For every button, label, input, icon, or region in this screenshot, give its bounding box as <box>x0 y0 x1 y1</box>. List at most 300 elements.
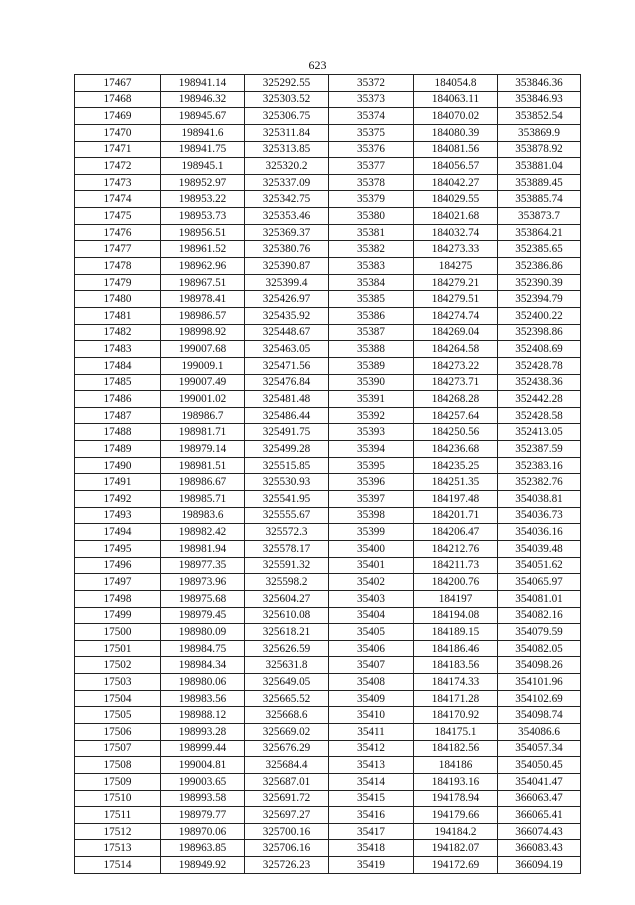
cell-x-coordinate-left: 199007.68 <box>161 341 245 358</box>
cell-y-coordinate-right: 353878.92 <box>498 141 581 158</box>
cell-point-id-right: 35404 <box>329 607 414 624</box>
table-row <box>75 674 581 691</box>
cell-point-id-right: 35399 <box>329 524 414 541</box>
cell-y-coordinate-left: 325353.46 <box>245 208 329 225</box>
cell-x-coordinate-left: 198941.6 <box>161 124 245 141</box>
cell-x-coordinate-left: 198979.77 <box>161 807 245 824</box>
cell-point-id-right: 35377 <box>329 158 414 175</box>
table-row <box>75 291 581 308</box>
cell-point-id-left: 17494 <box>75 524 161 541</box>
cell-x-coordinate-left: 198983.56 <box>161 690 245 707</box>
cell-y-coordinate-left: 325303.52 <box>245 91 329 108</box>
cell-point-id-left: 17477 <box>75 241 161 258</box>
cell-point-id-left: 17490 <box>75 457 161 474</box>
table-row <box>75 258 581 275</box>
cell-y-coordinate-left: 325499.28 <box>245 441 329 458</box>
cell-y-coordinate-right: 352408.69 <box>498 341 581 358</box>
cell-y-coordinate-left: 325665.52 <box>245 690 329 707</box>
cell-x-coordinate-left: 198981.51 <box>161 457 245 474</box>
cell-y-coordinate-left: 325700.16 <box>245 823 329 840</box>
cell-x-coordinate-right: 194178.94 <box>414 790 498 807</box>
cell-point-id-left: 17479 <box>75 274 161 291</box>
table-row <box>75 324 581 341</box>
cell-x-coordinate-right: 184063.11 <box>414 91 498 108</box>
cell-x-coordinate-left: 198975.68 <box>161 590 245 607</box>
cell-x-coordinate-left: 198985.71 <box>161 491 245 508</box>
cell-point-id-left: 17508 <box>75 757 161 774</box>
cell-x-coordinate-left: 198979.14 <box>161 441 245 458</box>
cell-y-coordinate-right: 352428.78 <box>498 357 581 374</box>
cell-x-coordinate-right: 184189.15 <box>414 624 498 641</box>
cell-point-id-right: 35416 <box>329 807 414 824</box>
cell-point-id-left: 17473 <box>75 174 161 191</box>
cell-x-coordinate-left: 198949.92 <box>161 857 245 874</box>
cell-point-id-right: 35398 <box>329 507 414 524</box>
table-row <box>75 141 581 158</box>
table-row <box>75 307 581 324</box>
cell-y-coordinate-left: 325476.84 <box>245 374 329 391</box>
cell-x-coordinate-right: 194179.66 <box>414 807 498 824</box>
cell-point-id-right: 35372 <box>329 75 414 92</box>
cell-x-coordinate-left: 198978.41 <box>161 291 245 308</box>
cell-point-id-right: 35407 <box>329 657 414 674</box>
cell-point-id-left: 17509 <box>75 773 161 790</box>
cell-y-coordinate-right: 352394.79 <box>498 291 581 308</box>
cell-point-id-right: 35373 <box>329 91 414 108</box>
cell-y-coordinate-right: 353889.45 <box>498 174 581 191</box>
cell-point-id-left: 17495 <box>75 540 161 557</box>
cell-point-id-right: 35388 <box>329 341 414 358</box>
cell-x-coordinate-right: 184264.58 <box>414 341 498 358</box>
cell-x-coordinate-right: 184080.39 <box>414 124 498 141</box>
cell-point-id-left: 17513 <box>75 840 161 857</box>
table-row <box>75 208 581 225</box>
cell-x-coordinate-right: 184236.68 <box>414 441 498 458</box>
cell-y-coordinate-right: 352442.28 <box>498 391 581 408</box>
table-row <box>75 407 581 424</box>
table-row <box>75 75 581 92</box>
cell-y-coordinate-right: 352382.76 <box>498 474 581 491</box>
cell-x-coordinate-left: 198961.52 <box>161 241 245 258</box>
cell-x-coordinate-left: 198970.06 <box>161 823 245 840</box>
cell-x-coordinate-left: 198983.6 <box>161 507 245 524</box>
cell-y-coordinate-right: 354036.73 <box>498 507 581 524</box>
cell-point-id-left: 17480 <box>75 291 161 308</box>
cell-point-id-right: 35406 <box>329 640 414 657</box>
table-row <box>75 807 581 824</box>
cell-point-id-right: 35400 <box>329 540 414 557</box>
cell-point-id-left: 17487 <box>75 407 161 424</box>
cell-point-id-left: 17485 <box>75 374 161 391</box>
cell-y-coordinate-left: 325706.16 <box>245 840 329 857</box>
cell-x-coordinate-right: 184212.76 <box>414 540 498 557</box>
cell-x-coordinate-right: 184186 <box>414 757 498 774</box>
cell-y-coordinate-left: 325448.67 <box>245 324 329 341</box>
cell-x-coordinate-left: 198956.51 <box>161 224 245 241</box>
cell-point-id-left: 17497 <box>75 574 161 591</box>
cell-y-coordinate-right: 354036.16 <box>498 524 581 541</box>
cell-y-coordinate-right: 354082.16 <box>498 607 581 624</box>
cell-y-coordinate-left: 325631.8 <box>245 657 329 674</box>
cell-point-id-right: 35411 <box>329 723 414 740</box>
cell-x-coordinate-left: 198981.71 <box>161 424 245 441</box>
table-row <box>75 707 581 724</box>
table-row <box>75 657 581 674</box>
cell-point-id-left: 17498 <box>75 590 161 607</box>
cell-x-coordinate-left: 198973.96 <box>161 574 245 591</box>
cell-x-coordinate-right: 184056.57 <box>414 158 498 175</box>
cell-y-coordinate-right: 366083.43 <box>498 840 581 857</box>
cell-x-coordinate-left: 198988.12 <box>161 707 245 724</box>
cell-y-coordinate-left: 325649.05 <box>245 674 329 691</box>
table-row <box>75 574 581 591</box>
table-row <box>75 374 581 391</box>
cell-y-coordinate-right: 354065.97 <box>498 574 581 591</box>
cell-point-id-right: 35380 <box>329 208 414 225</box>
cell-y-coordinate-left: 325604.27 <box>245 590 329 607</box>
cell-y-coordinate-right: 366065.41 <box>498 807 581 824</box>
table-row <box>75 474 581 491</box>
cell-point-id-left: 17484 <box>75 357 161 374</box>
cell-y-coordinate-right: 354038.81 <box>498 491 581 508</box>
cell-x-coordinate-left: 198981.94 <box>161 540 245 557</box>
cell-x-coordinate-right: 184054.8 <box>414 75 498 92</box>
cell-x-coordinate-left: 198986.57 <box>161 307 245 324</box>
cell-point-id-left: 17499 <box>75 607 161 624</box>
cell-x-coordinate-left: 199007.49 <box>161 374 245 391</box>
cell-x-coordinate-right: 184211.73 <box>414 557 498 574</box>
cell-x-coordinate-right: 184273.33 <box>414 241 498 258</box>
table-row <box>75 624 581 641</box>
cell-point-id-left: 17489 <box>75 441 161 458</box>
cell-y-coordinate-right: 353869.9 <box>498 124 581 141</box>
cell-x-coordinate-right: 184182.56 <box>414 740 498 757</box>
cell-x-coordinate-right: 184257.64 <box>414 407 498 424</box>
cell-y-coordinate-left: 325491.75 <box>245 424 329 441</box>
cell-point-id-left: 17476 <box>75 224 161 241</box>
cell-x-coordinate-left: 198941.75 <box>161 141 245 158</box>
table-row <box>75 391 581 408</box>
cell-x-coordinate-left: 198945.1 <box>161 158 245 175</box>
cell-y-coordinate-left: 325668.6 <box>245 707 329 724</box>
cell-y-coordinate-left: 325306.75 <box>245 108 329 125</box>
cell-y-coordinate-right: 352413.05 <box>498 424 581 441</box>
cell-x-coordinate-right: 184174.33 <box>414 674 498 691</box>
cell-point-id-right: 35375 <box>329 124 414 141</box>
cell-y-coordinate-left: 325399.4 <box>245 274 329 291</box>
cell-x-coordinate-right: 184273.71 <box>414 374 498 391</box>
cell-point-id-right: 35391 <box>329 391 414 408</box>
cell-y-coordinate-left: 325697.27 <box>245 807 329 824</box>
cell-point-id-left: 17483 <box>75 341 161 358</box>
cell-point-id-right: 35415 <box>329 790 414 807</box>
cell-x-coordinate-left: 199003.65 <box>161 773 245 790</box>
cell-y-coordinate-right: 353873.7 <box>498 208 581 225</box>
cell-x-coordinate-right: 184042.27 <box>414 174 498 191</box>
cell-x-coordinate-left: 198982.42 <box>161 524 245 541</box>
cell-point-id-right: 35394 <box>329 441 414 458</box>
cell-y-coordinate-left: 325380.76 <box>245 241 329 258</box>
cell-y-coordinate-left: 325337.09 <box>245 174 329 191</box>
cell-point-id-right: 35378 <box>329 174 414 191</box>
cell-x-coordinate-left: 198999.44 <box>161 740 245 757</box>
table-row <box>75 823 581 840</box>
cell-y-coordinate-right: 352398.86 <box>498 324 581 341</box>
cell-point-id-right: 35382 <box>329 241 414 258</box>
cell-y-coordinate-left: 325578.17 <box>245 540 329 557</box>
cell-point-id-right: 35381 <box>329 224 414 241</box>
cell-y-coordinate-right: 353846.93 <box>498 91 581 108</box>
cell-point-id-left: 17467 <box>75 75 161 92</box>
cell-y-coordinate-left: 325541.95 <box>245 491 329 508</box>
cell-x-coordinate-left: 198984.34 <box>161 657 245 674</box>
cell-x-coordinate-right: 184197 <box>414 590 498 607</box>
cell-point-id-right: 35412 <box>329 740 414 757</box>
table-row <box>75 341 581 358</box>
cell-y-coordinate-right: 352400.22 <box>498 307 581 324</box>
coordinates-table-body <box>75 75 581 874</box>
cell-y-coordinate-left: 325426.97 <box>245 291 329 308</box>
cell-y-coordinate-left: 325591.32 <box>245 557 329 574</box>
cell-y-coordinate-left: 325369.37 <box>245 224 329 241</box>
cell-x-coordinate-right: 184273.22 <box>414 357 498 374</box>
cell-y-coordinate-left: 325598.2 <box>245 574 329 591</box>
table-row <box>75 124 581 141</box>
cell-y-coordinate-left: 325530.93 <box>245 474 329 491</box>
cell-x-coordinate-right: 184274.74 <box>414 307 498 324</box>
table-row <box>75 91 581 108</box>
table-row <box>75 224 581 241</box>
cell-y-coordinate-left: 325342.75 <box>245 191 329 208</box>
cell-point-id-left: 17510 <box>75 790 161 807</box>
cell-x-coordinate-right: 184070.02 <box>414 108 498 125</box>
cell-y-coordinate-right: 352385.65 <box>498 241 581 258</box>
table-row <box>75 158 581 175</box>
cell-point-id-right: 35419 <box>329 857 414 874</box>
cell-y-coordinate-right: 354098.26 <box>498 657 581 674</box>
cell-point-id-left: 17475 <box>75 208 161 225</box>
cell-y-coordinate-left: 325684.4 <box>245 757 329 774</box>
cell-x-coordinate-left: 198984.75 <box>161 640 245 657</box>
cell-x-coordinate-right: 194184.2 <box>414 823 498 840</box>
cell-y-coordinate-right: 366063.47 <box>498 790 581 807</box>
cell-x-coordinate-right: 184279.51 <box>414 291 498 308</box>
cell-point-id-left: 17500 <box>75 624 161 641</box>
cell-point-id-left: 17507 <box>75 740 161 757</box>
cell-y-coordinate-right: 352383.16 <box>498 457 581 474</box>
cell-x-coordinate-right: 184029.55 <box>414 191 498 208</box>
cell-point-id-left: 17501 <box>75 640 161 657</box>
cell-point-id-left: 17491 <box>75 474 161 491</box>
cell-point-id-left: 17481 <box>75 307 161 324</box>
cell-point-id-right: 35386 <box>329 307 414 324</box>
cell-x-coordinate-left: 198980.09 <box>161 624 245 641</box>
cell-y-coordinate-right: 353846.36 <box>498 75 581 92</box>
cell-point-id-left: 17503 <box>75 674 161 691</box>
cell-point-id-right: 35376 <box>329 141 414 158</box>
cell-x-coordinate-right: 184186.46 <box>414 640 498 657</box>
cell-x-coordinate-left: 198962.96 <box>161 258 245 275</box>
cell-x-coordinate-left: 198998.92 <box>161 324 245 341</box>
cell-y-coordinate-right: 366094.19 <box>498 857 581 874</box>
cell-point-id-left: 17478 <box>75 258 161 275</box>
cell-x-coordinate-right: 184170.92 <box>414 707 498 724</box>
cell-y-coordinate-left: 325435.92 <box>245 307 329 324</box>
cell-x-coordinate-right: 184268.28 <box>414 391 498 408</box>
cell-point-id-right: 35390 <box>329 374 414 391</box>
cell-y-coordinate-right: 352428.58 <box>498 407 581 424</box>
cell-x-coordinate-left: 198946.32 <box>161 91 245 108</box>
cell-point-id-left: 17470 <box>75 124 161 141</box>
cell-x-coordinate-left: 198945.67 <box>161 108 245 125</box>
cell-point-id-left: 17505 <box>75 707 161 724</box>
cell-point-id-right: 35418 <box>329 840 414 857</box>
table-row <box>75 441 581 458</box>
cell-point-id-right: 35413 <box>329 757 414 774</box>
table-row <box>75 690 581 707</box>
cell-x-coordinate-left: 198986.7 <box>161 407 245 424</box>
cell-point-id-right: 35392 <box>329 407 414 424</box>
cell-y-coordinate-left: 325463.05 <box>245 341 329 358</box>
coordinates-table <box>74 74 581 874</box>
cell-point-id-right: 35379 <box>329 191 414 208</box>
cell-y-coordinate-left: 325292.55 <box>245 75 329 92</box>
cell-x-coordinate-left: 198986.67 <box>161 474 245 491</box>
cell-point-id-right: 35408 <box>329 674 414 691</box>
cell-x-coordinate-right: 184275 <box>414 258 498 275</box>
cell-y-coordinate-right: 354081.01 <box>498 590 581 607</box>
table-row <box>75 191 581 208</box>
cell-y-coordinate-right: 354082.05 <box>498 640 581 657</box>
table-row <box>75 557 581 574</box>
cell-x-coordinate-left: 198993.58 <box>161 790 245 807</box>
cell-y-coordinate-left: 325669.02 <box>245 723 329 740</box>
cell-point-id-left: 17471 <box>75 141 161 158</box>
table-row <box>75 773 581 790</box>
cell-x-coordinate-right: 184197.48 <box>414 491 498 508</box>
cell-point-id-right: 35383 <box>329 258 414 275</box>
table-row <box>75 457 581 474</box>
cell-y-coordinate-right: 354098.74 <box>498 707 581 724</box>
cell-y-coordinate-left: 325618.21 <box>245 624 329 641</box>
cell-point-id-right: 35395 <box>329 457 414 474</box>
cell-y-coordinate-left: 325691.72 <box>245 790 329 807</box>
cell-y-coordinate-left: 325726.23 <box>245 857 329 874</box>
table-row <box>75 840 581 857</box>
cell-point-id-right: 35401 <box>329 557 414 574</box>
cell-point-id-right: 35374 <box>329 108 414 125</box>
cell-point-id-left: 17493 <box>75 507 161 524</box>
cell-x-coordinate-left: 198952.97 <box>161 174 245 191</box>
cell-point-id-right: 35384 <box>329 274 414 291</box>
cell-point-id-left: 17492 <box>75 491 161 508</box>
cell-y-coordinate-right: 353864.21 <box>498 224 581 241</box>
cell-y-coordinate-left: 325610.08 <box>245 607 329 624</box>
cell-x-coordinate-left: 198953.73 <box>161 208 245 225</box>
cell-y-coordinate-left: 325320.2 <box>245 158 329 175</box>
cell-x-coordinate-right: 184171.28 <box>414 690 498 707</box>
cell-x-coordinate-right: 184200.76 <box>414 574 498 591</box>
cell-y-coordinate-left: 325313.85 <box>245 141 329 158</box>
cell-y-coordinate-right: 352387.59 <box>498 441 581 458</box>
cell-y-coordinate-right: 354051.62 <box>498 557 581 574</box>
cell-x-coordinate-right: 184201.71 <box>414 507 498 524</box>
cell-y-coordinate-right: 354102.69 <box>498 690 581 707</box>
cell-point-id-right: 35417 <box>329 823 414 840</box>
cell-y-coordinate-right: 352390.39 <box>498 274 581 291</box>
cell-x-coordinate-right: 184175.1 <box>414 723 498 740</box>
cell-y-coordinate-left: 325687.01 <box>245 773 329 790</box>
table-row <box>75 108 581 125</box>
page-number: 623 <box>308 58 327 72</box>
cell-point-id-left: 17472 <box>75 158 161 175</box>
cell-y-coordinate-left: 325481.48 <box>245 391 329 408</box>
cell-point-id-right: 35402 <box>329 574 414 591</box>
cell-y-coordinate-left: 325555.67 <box>245 507 329 524</box>
cell-y-coordinate-right: 353852.54 <box>498 108 581 125</box>
cell-point-id-right: 35403 <box>329 590 414 607</box>
cell-y-coordinate-left: 325676.29 <box>245 740 329 757</box>
cell-x-coordinate-left: 198953.22 <box>161 191 245 208</box>
cell-x-coordinate-right: 184021.68 <box>414 208 498 225</box>
cell-x-coordinate-right: 184250.56 <box>414 424 498 441</box>
cell-point-id-right: 35387 <box>329 324 414 341</box>
cell-point-id-left: 17486 <box>75 391 161 408</box>
cell-point-id-left: 17502 <box>75 657 161 674</box>
cell-y-coordinate-left: 325390.87 <box>245 258 329 275</box>
table-row <box>75 857 581 874</box>
cell-y-coordinate-left: 325486.44 <box>245 407 329 424</box>
cell-y-coordinate-left: 325311.84 <box>245 124 329 141</box>
cell-x-coordinate-right: 184081.56 <box>414 141 498 158</box>
cell-point-id-left: 17504 <box>75 690 161 707</box>
cell-x-coordinate-left: 199001.02 <box>161 391 245 408</box>
cell-x-coordinate-left: 199004.81 <box>161 757 245 774</box>
cell-x-coordinate-right: 184206.47 <box>414 524 498 541</box>
cell-y-coordinate-left: 325471.56 <box>245 357 329 374</box>
cell-point-id-left: 17514 <box>75 857 161 874</box>
cell-y-coordinate-right: 352386.86 <box>498 258 581 275</box>
cell-y-coordinate-right: 354057.34 <box>498 740 581 757</box>
cell-x-coordinate-right: 184194.08 <box>414 607 498 624</box>
cell-point-id-left: 17468 <box>75 91 161 108</box>
cell-x-coordinate-right: 184279.21 <box>414 274 498 291</box>
cell-x-coordinate-left: 198963.85 <box>161 840 245 857</box>
cell-point-id-right: 35397 <box>329 491 414 508</box>
cell-point-id-right: 35385 <box>329 291 414 308</box>
cell-x-coordinate-left: 198993.28 <box>161 723 245 740</box>
table-row <box>75 790 581 807</box>
cell-x-coordinate-right: 194182.07 <box>414 840 498 857</box>
cell-y-coordinate-right: 354086.6 <box>498 723 581 740</box>
table-row <box>75 357 581 374</box>
table-row <box>75 524 581 541</box>
cell-point-id-left: 17511 <box>75 807 161 824</box>
cell-y-coordinate-left: 325572.3 <box>245 524 329 541</box>
cell-point-id-left: 17496 <box>75 557 161 574</box>
cell-point-id-right: 35414 <box>329 773 414 790</box>
cell-point-id-left: 17506 <box>75 723 161 740</box>
cell-x-coordinate-left: 199009.1 <box>161 357 245 374</box>
table-row <box>75 757 581 774</box>
cell-x-coordinate-right: 184183.56 <box>414 657 498 674</box>
table-row <box>75 607 581 624</box>
cell-y-coordinate-right: 354050.45 <box>498 757 581 774</box>
cell-x-coordinate-right: 184193.16 <box>414 773 498 790</box>
cell-point-id-right: 35389 <box>329 357 414 374</box>
cell-y-coordinate-right: 354101.96 <box>498 674 581 691</box>
cell-point-id-right: 35409 <box>329 690 414 707</box>
